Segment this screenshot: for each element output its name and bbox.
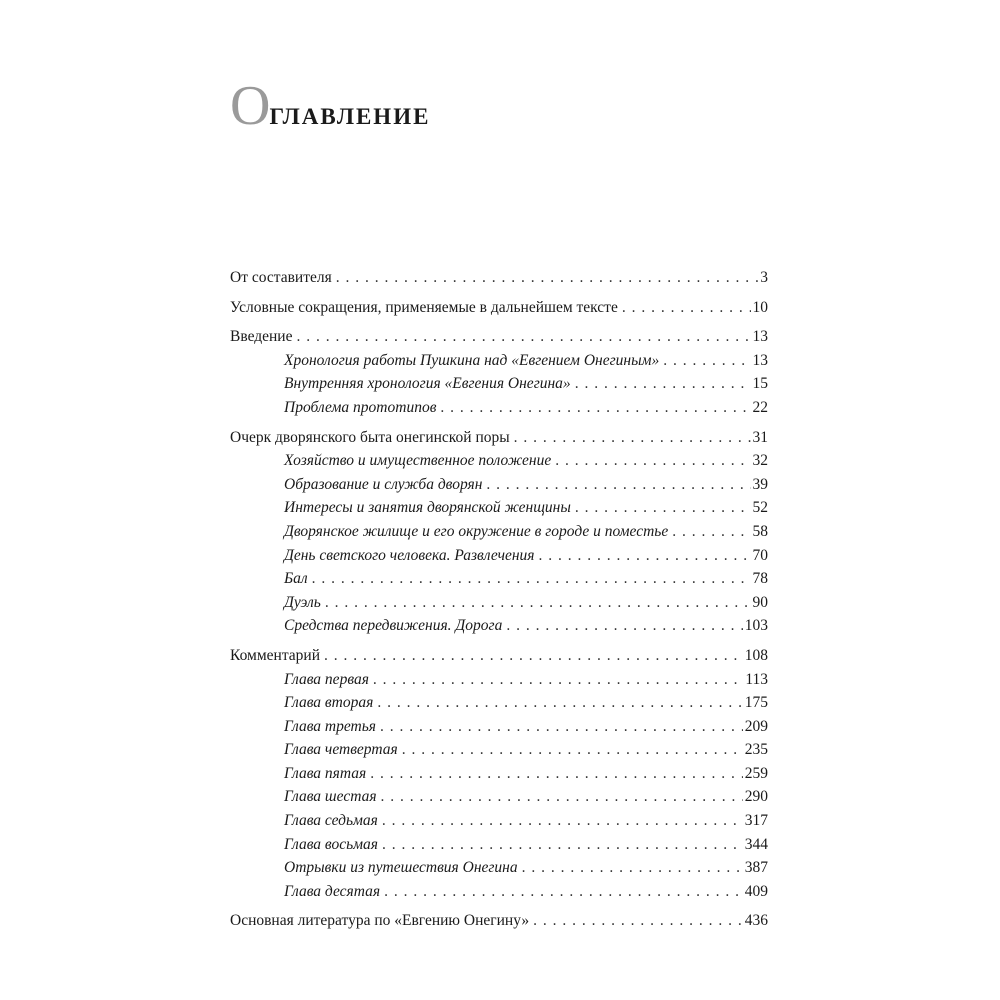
toc-entry-label: Введение <box>230 328 293 346</box>
toc-entry-label: Хронология работы Пушкина над «Евгением Онегиным» <box>284 351 660 369</box>
dot-leader <box>539 544 751 568</box>
dot-leader <box>312 567 751 591</box>
toc-entry-label: Хозяйство и имущественное положение <box>284 452 552 470</box>
toc-subentry[interactable] <box>230 668 768 692</box>
toc-page-number: 22 <box>752 398 768 416</box>
dot-leader <box>384 880 743 904</box>
toc-section <box>230 426 768 638</box>
toc-subentry[interactable] <box>230 349 768 373</box>
dot-leader <box>575 372 751 396</box>
toc-entry-label: Бал <box>284 570 308 588</box>
toc-entry-label: Дуэль <box>284 593 321 611</box>
toc-subentry[interactable] <box>230 567 768 591</box>
toc-subentry[interactable] <box>230 856 768 880</box>
dot-leader <box>382 833 743 857</box>
toc-entry-label: Очерк дворянского быта онегинской поры <box>230 428 510 446</box>
toc-page-number: 90 <box>752 593 768 611</box>
toc-page-number: 13 <box>752 351 768 369</box>
toc-subentry[interactable] <box>230 520 768 544</box>
toc-subentry[interactable] <box>230 372 768 396</box>
dot-leader <box>324 644 743 668</box>
toc-entry[interactable] <box>230 426 768 450</box>
toc-entry-label: Интересы и занятия дворянской женщины <box>284 499 571 517</box>
toc-subentry[interactable] <box>230 449 768 473</box>
toc-page-number: 108 <box>744 646 768 664</box>
dot-leader <box>506 614 742 638</box>
dot-leader <box>663 349 750 373</box>
toc-page-number: 113 <box>745 670 768 688</box>
toc-subentry[interactable] <box>230 496 768 520</box>
dot-leader <box>533 909 743 933</box>
toc-page-number: 15 <box>752 375 768 393</box>
dot-leader <box>402 738 743 762</box>
toc-entry-label: Внутренняя хронология «Евгения Онегина» <box>284 375 571 393</box>
toc-page-number: 78 <box>752 570 768 588</box>
toc-entry[interactable] <box>230 909 768 933</box>
toc-subentry[interactable] <box>230 544 768 568</box>
dot-leader <box>575 496 751 520</box>
toc-subentry[interactable] <box>230 396 768 420</box>
toc-page-number: 344 <box>744 835 768 853</box>
dot-leader <box>381 785 743 809</box>
toc-subentry[interactable] <box>230 691 768 715</box>
table-of-contents <box>230 266 768 939</box>
toc-entry-label: Дворянское жилище и его окружение в городе и поместье <box>284 522 669 540</box>
toc-entry-label: Условные сокращения, применяемые в дальнейшем тексте <box>230 298 618 316</box>
toc-entry[interactable] <box>230 296 768 320</box>
toc-page-number: 290 <box>744 788 768 806</box>
toc-entry-label: Глава десятая <box>284 882 381 900</box>
toc-subentry[interactable] <box>230 738 768 762</box>
toc-entry-label: Глава вторая <box>284 694 374 712</box>
toc-subentry[interactable] <box>230 473 768 497</box>
toc-section <box>230 909 768 933</box>
title-initial: О <box>230 75 270 137</box>
toc-page-number: 317 <box>744 812 768 830</box>
toc-subentry[interactable] <box>230 762 768 786</box>
toc-page-number: 52 <box>752 499 768 517</box>
dot-leader <box>325 591 751 615</box>
dot-leader <box>622 296 751 320</box>
title-rest: главление <box>269 96 431 132</box>
dot-leader <box>380 715 743 739</box>
toc-entry-label: Глава шестая <box>284 788 377 806</box>
toc-page-number: 13 <box>752 328 768 346</box>
toc-subentry[interactable] <box>230 833 768 857</box>
page-title <box>230 75 431 137</box>
dot-leader <box>377 691 742 715</box>
toc-subentry[interactable] <box>230 614 768 638</box>
toc-entry-label: Основная литература по «Евгению Онегину» <box>230 912 530 930</box>
toc-entry[interactable] <box>230 644 768 668</box>
toc-entry-label: Глава седьмая <box>284 812 378 830</box>
dot-leader <box>555 449 750 473</box>
dot-leader <box>296 325 750 349</box>
toc-page-number: 39 <box>752 475 768 493</box>
toc-section <box>230 266 768 290</box>
toc-entry-label: Глава восьмая <box>284 835 378 853</box>
toc-page-number: 3 <box>760 269 768 286</box>
toc-page-number: 436 <box>744 912 768 930</box>
toc-subentry[interactable] <box>230 880 768 904</box>
dot-leader <box>440 396 750 420</box>
toc-entry-label: Комментарий <box>230 646 320 664</box>
dot-leader <box>370 762 743 786</box>
toc-entry-label: Образование и служба дворян <box>284 475 483 493</box>
toc-page-number: 70 <box>752 546 768 564</box>
toc-page-number: 259 <box>744 764 768 782</box>
toc-page-number: 175 <box>744 694 768 712</box>
toc-page-number: 209 <box>744 717 768 735</box>
dot-leader <box>373 668 743 692</box>
toc-page-number: 10 <box>752 298 768 316</box>
toc-page-number: 32 <box>752 452 768 470</box>
toc-entry-label: День светского человека. Развлечения <box>284 546 535 564</box>
toc-section <box>230 325 768 419</box>
toc-entry-label: Глава первая <box>284 670 369 688</box>
toc-page-number: 58 <box>752 522 768 540</box>
toc-entry-label: Проблема прототипов <box>284 398 437 416</box>
toc-subentry[interactable] <box>230 591 768 615</box>
dot-leader <box>514 426 751 450</box>
toc-entry-label: Глава четвертая <box>284 741 398 759</box>
toc-page-number: 103 <box>744 617 768 635</box>
dot-leader <box>672 520 750 544</box>
toc-entry-label: Средства передвижения. Дорога <box>284 617 503 635</box>
toc-entry[interactable] <box>230 266 768 290</box>
toc-page-number: 31 <box>752 428 768 446</box>
toc-entry[interactable] <box>230 325 768 349</box>
dot-leader <box>382 809 743 833</box>
dot-leader <box>336 266 759 290</box>
toc-entry-label: Глава пятая <box>284 764 367 782</box>
dot-leader <box>486 473 750 497</box>
toc-entry-label: От составителя <box>230 269 332 286</box>
toc-entry-label: Глава третья <box>284 717 377 735</box>
toc-subentry[interactable] <box>230 809 768 833</box>
toc-subentry[interactable] <box>230 715 768 739</box>
toc-section <box>230 296 768 320</box>
toc-entry-label: Отрывки из путешествия Онегина <box>284 859 518 877</box>
toc-page-number: 387 <box>744 859 768 877</box>
dot-leader <box>522 856 743 880</box>
toc-page-number: 235 <box>744 741 768 759</box>
toc-section <box>230 644 768 904</box>
toc-page-number: 409 <box>744 882 768 900</box>
toc-subentry[interactable] <box>230 785 768 809</box>
